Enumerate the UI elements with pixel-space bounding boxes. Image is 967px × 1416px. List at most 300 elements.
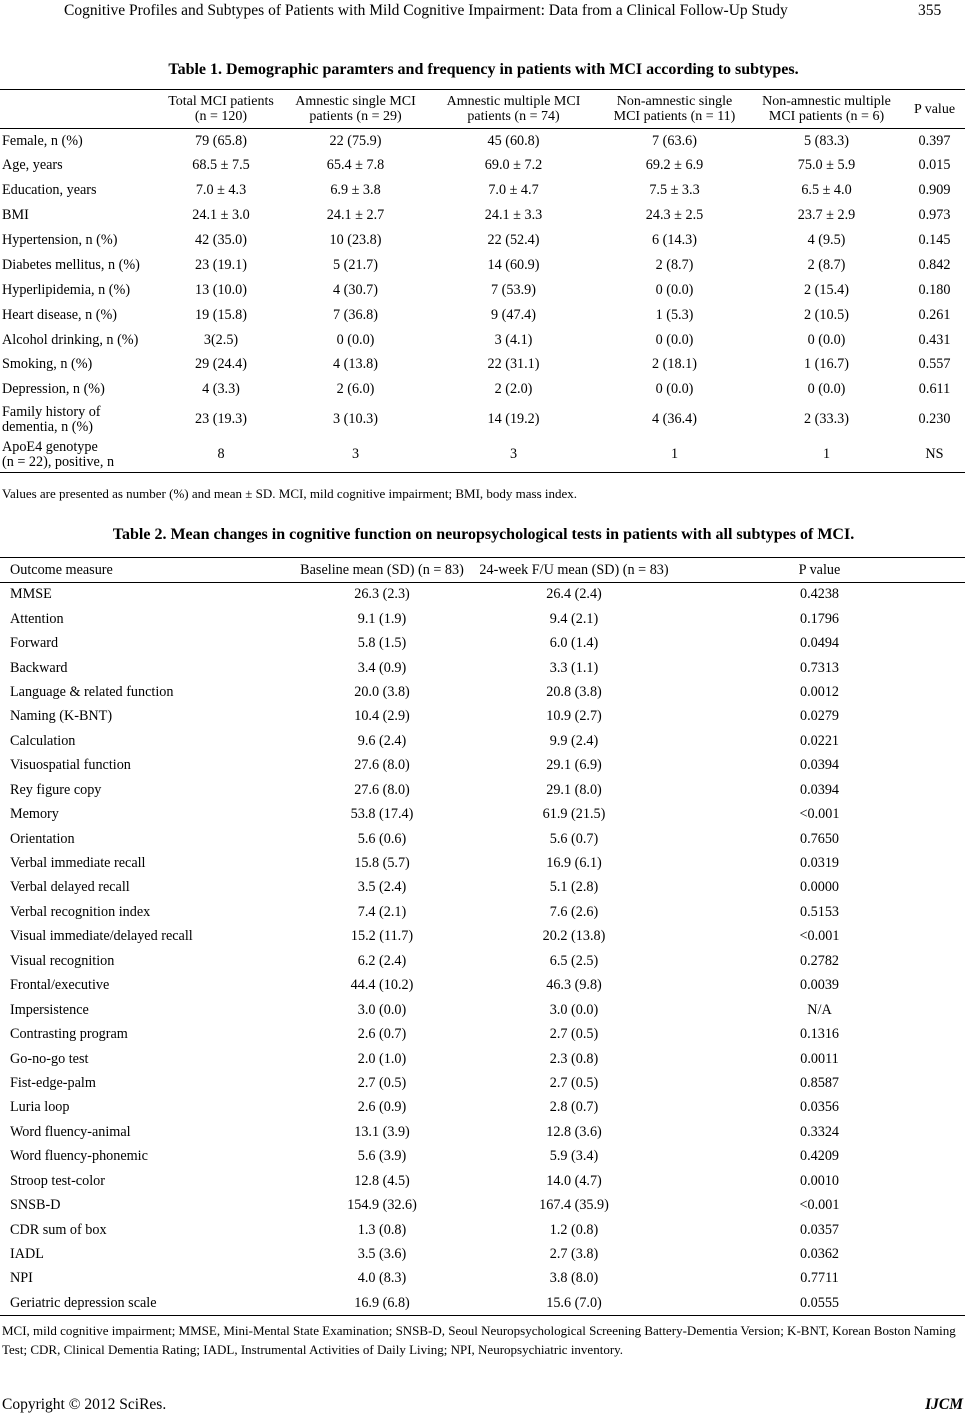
table-row: [0, 876, 965, 900]
table-row: [0, 656, 965, 680]
table-cell: 61.9 (21.5): [542, 806, 606, 823]
row-label: MMSE: [10, 586, 52, 603]
table-row: [0, 1291, 965, 1315]
table-cell: 0.0555: [799, 1294, 839, 1311]
col-header-line: patients (n = 74): [467, 109, 560, 124]
table-cell: 3: [351, 446, 360, 463]
table-row: [0, 178, 965, 203]
row-label: Calculation: [10, 732, 76, 749]
table-cell: 7 (53.9): [491, 281, 536, 298]
table-cell: 22 (52.4): [487, 232, 540, 248]
row-label: Backward: [10, 659, 68, 676]
row-label: Visual recognition: [10, 952, 115, 969]
table-cell: 9 (47.4): [491, 306, 536, 323]
table-cell: 16.9 (6.8): [354, 1294, 410, 1311]
table-cell: 6.9 ± 3.8: [330, 182, 381, 199]
row-label: Language & related function: [10, 683, 174, 700]
table-row: [0, 949, 965, 973]
table-cell: 44.4 (10.2): [350, 977, 414, 994]
table2-col-header: P value: [674, 558, 965, 583]
table-cell: 0.0279: [799, 708, 839, 725]
table-cell: 0.0357: [799, 1221, 839, 1238]
row-label: Luria loop: [10, 1099, 70, 1116]
table-cell: <0.001: [799, 806, 840, 823]
table-row: [0, 1047, 965, 1071]
table-cell: 15.2 (11.7): [350, 928, 414, 945]
table-row: [0, 1267, 965, 1291]
table-cell: <0.001: [799, 928, 840, 945]
table-cell: 0.0000: [799, 879, 839, 896]
table-cell: 0.2782: [799, 952, 839, 969]
table-cell: 7.0 ± 4.7: [488, 182, 539, 199]
table-row: [0, 778, 965, 802]
row-label-line: ApoE4 genotype: [2, 438, 98, 455]
table-cell: 20.0 (3.8): [354, 683, 410, 700]
table1-col-header: [904, 90, 965, 129]
table-row: [0, 925, 965, 949]
table-cell: 10 (23.8): [329, 232, 382, 248]
table-cell: 27.6 (8.0): [354, 781, 410, 798]
table-cell: 2 (2.0): [494, 381, 533, 398]
col-header-line: Amnestic single MCI: [295, 94, 416, 109]
table-cell: 3.8 (8.0): [549, 1270, 599, 1287]
col-header-line: P value: [913, 101, 956, 117]
table-row: [0, 754, 965, 778]
table1-col-header: [427, 90, 600, 129]
table-cell: 0.0039: [799, 977, 839, 994]
row-label: Visual immediate/delayed recall: [10, 928, 193, 945]
table-cell: 7.5 ± 3.3: [649, 182, 700, 199]
table-cell: 2.7 (0.5): [549, 1026, 599, 1043]
table-cell: 7 (36.8): [333, 306, 378, 323]
table-cell: 2 (18.1): [652, 356, 697, 373]
table-cell: 0.261: [918, 306, 951, 323]
table-row: [0, 998, 965, 1022]
table-cell: 0 (0.0): [655, 281, 694, 298]
col-header-line: MCI patients (n = 6): [768, 109, 885, 124]
row-label: [0, 129, 158, 154]
table-row: [0, 1145, 965, 1169]
table-cell: 0.973: [918, 207, 951, 224]
table-row: [0, 1096, 965, 1120]
row-label: SNSB-D: [10, 1197, 61, 1214]
table-cell: 2.6 (0.7): [357, 1026, 407, 1043]
row-label-line: Alcohol drinking, n (%): [2, 331, 139, 348]
table-cell: 12.8 (3.6): [546, 1123, 602, 1140]
table-cell: 0.3324: [799, 1123, 839, 1140]
table1: [0, 89, 965, 473]
row-label: Word fluency-animal: [10, 1123, 131, 1140]
table-cell: 0.0221: [799, 732, 839, 749]
table2-note: MCI, mild cognitive impairment; MMSE, Mini-Mental State Examination; SNSB-D, Seoul Neuropsychological Screening Battery-Dementia Version; K-BNT, Korean Boston Naming Test; CDR, Clinical Dementia Rating; IADL, Instrumental Activities of Daily Living; NPI, Neuropsychiatric inventory.: [2, 1323, 956, 1357]
table-cell: 0.7650: [799, 830, 839, 847]
table-cell: 5.1 (2.8): [549, 879, 599, 896]
table1-note: Values are presented as number (%) and mean ± SD. MCI, mild cognitive impairment; BMI, body mass index.: [2, 486, 578, 501]
table-cell: 0.0394: [799, 781, 839, 798]
row-label-line: Depression, n (%): [2, 381, 105, 398]
table-cell: 22 (75.9): [329, 132, 382, 149]
table-cell: 0.0356: [799, 1099, 839, 1116]
table-cell: 45 (60.8): [487, 132, 540, 149]
table-cell: 0.0319: [799, 855, 839, 872]
table-cell: 27.6 (8.0): [354, 757, 410, 774]
table-cell: 0.0494: [799, 635, 839, 652]
table-row: [0, 1022, 965, 1046]
row-label-line: dementia, n (%): [2, 418, 93, 435]
row-label: [0, 328, 158, 353]
row-label: Forward: [10, 635, 59, 652]
row-label-line: (n = 22), positive, n: [2, 453, 115, 470]
table-cell: 7.0 ± 4.3: [195, 182, 247, 199]
col-header-line: (n = 120): [194, 109, 248, 124]
table-cell: 2 (33.3): [804, 411, 849, 428]
table-row: [0, 583, 965, 607]
running-title: Cognitive Profiles and Subtypes of Patients with Mild Cognitive Impairment: Data from a Clinical Follow-Up Study: [64, 2, 788, 19]
col-header-line: patients (n = 29): [309, 109, 402, 124]
table-cell: 0.0394: [799, 757, 839, 774]
table-cell: 0 (0.0): [807, 331, 846, 348]
table-cell: 0.230: [918, 411, 951, 428]
table-cell: 12.8 (4.5): [354, 1172, 410, 1189]
row-label: NPI: [10, 1270, 33, 1287]
table-cell: 0.5153: [799, 903, 839, 920]
table-cell: 7 (63.6): [652, 132, 697, 149]
table-cell: N/A: [807, 1001, 832, 1018]
table-cell: 8: [217, 446, 225, 463]
table1-caption: Table 1. Demographic paramters and frequency in patients with MCI according to subtypes.: [168, 61, 799, 78]
table1-header-row: [0, 90, 965, 129]
table-cell: 10.9 (2.7): [546, 708, 602, 725]
row-label: Visuospatial function: [10, 757, 131, 774]
table2-col-header: Outcome measure: [0, 558, 290, 583]
table-cell: 10.4 (2.9): [354, 708, 410, 725]
table-cell: 0.611: [918, 381, 951, 398]
table-cell: 2.8 (0.7): [549, 1099, 599, 1116]
table-cell: 5 (83.3): [804, 132, 849, 149]
table-cell: 13.1 (3.9): [354, 1123, 410, 1140]
row-label-line: Education, years: [2, 182, 97, 199]
row-label-line: Heart disease, n (%): [2, 306, 118, 323]
table-cell: 0.180: [918, 281, 951, 298]
table-cell: 14.0 (4.7): [546, 1172, 602, 1189]
table-cell: 1 (16.7): [804, 356, 849, 373]
table-cell: 9.6 (2.4): [357, 732, 407, 749]
table-cell: 0.4238: [799, 586, 839, 603]
table-cell: 4 (13.8): [333, 356, 378, 373]
table-cell: 1: [822, 446, 831, 463]
table-cell: 4 (36.4): [652, 411, 697, 428]
copyright: Copyright © 2012 SciRes.: [2, 1396, 167, 1413]
table-cell: 4.0 (8.3): [357, 1270, 407, 1287]
table-cell: 154.9 (32.6): [347, 1197, 417, 1214]
table-cell: 20.8 (3.8): [546, 683, 602, 700]
table-row: [0, 129, 965, 154]
table1-col-header: [158, 90, 284, 129]
table1-col-header: [284, 90, 427, 129]
col-header-line: Total MCI patients: [168, 94, 274, 109]
row-label: Fist-edge-palm: [10, 1074, 96, 1091]
table-cell: 0 (0.0): [655, 331, 694, 348]
table-cell: 5.8 (1.5): [357, 635, 407, 652]
table1-col-header: [0, 90, 158, 129]
table-cell: 4 (30.7): [333, 281, 378, 298]
row-label: [0, 353, 158, 378]
table-row: [0, 1242, 965, 1266]
table-cell: 1.2 (0.8): [549, 1221, 599, 1238]
table-row: [0, 827, 965, 851]
table-cell: 3: [509, 446, 518, 463]
row-label: [0, 153, 158, 178]
table2: [0, 557, 965, 1316]
table-cell: 0.557: [918, 356, 951, 373]
table-cell: 9.9 (2.4): [549, 732, 599, 749]
table-cell: 69.2 ± 6.9: [645, 157, 704, 174]
row-label: [0, 377, 158, 402]
table-row: [0, 303, 965, 328]
row-label: Naming (K-BNT): [10, 708, 113, 725]
table-cell: 15.8 (5.7): [354, 855, 410, 872]
row-label: CDR sum of box: [10, 1221, 107, 1238]
table-cell: 4 (9.5): [807, 232, 846, 248]
table-cell: 53.8 (17.4): [350, 806, 414, 823]
table-cell: 0.4209: [799, 1148, 839, 1165]
row-label: Attention: [10, 610, 64, 627]
table-cell: 0.7313: [799, 659, 839, 676]
table-row: [0, 328, 965, 353]
table-cell: 0.0012: [799, 683, 839, 700]
table-cell: 0.842: [918, 256, 951, 273]
table-cell: 2.7 (3.8): [549, 1246, 599, 1263]
row-label: Contrasting program: [10, 1026, 128, 1043]
table-cell: 2 (10.5): [804, 306, 849, 323]
table-cell: 7.4 (2.1): [357, 903, 407, 920]
page-header: [0, 0, 967, 24]
table-cell: 9.4 (2.1): [549, 610, 599, 627]
table-cell: 24.1 ± 2.7: [326, 207, 385, 224]
table-cell: 19 (15.8): [194, 306, 247, 323]
table-cell: 3.3 (1.1): [549, 659, 599, 676]
table-cell: 68.5 ± 7.5: [192, 157, 250, 174]
table-cell: 0 (0.0): [807, 381, 846, 398]
row-label-line: Diabetes mellitus, n (%): [2, 256, 140, 273]
table-cell: 2.7 (0.5): [357, 1074, 407, 1091]
row-label: [0, 203, 158, 228]
table-cell: 6.5 ± 4.0: [801, 182, 852, 199]
table-cell: 0.909: [918, 182, 951, 199]
table-cell: 5.6 (3.9): [357, 1148, 407, 1165]
table-cell: 23 (19.3): [194, 411, 247, 428]
table-cell: 0 (0.0): [655, 381, 694, 398]
table-cell: 22 (31.1): [487, 356, 540, 373]
table-row: [0, 705, 965, 729]
table-cell: 23 (19.1): [194, 256, 247, 273]
col-header-line: Non-amnestic single: [616, 94, 733, 109]
row-label: Word fluency-phonemic: [10, 1148, 148, 1165]
table2-caption: Table 2. Mean changes in cognitive function on neuropsychological tests in patients with all subtypes of MCI.: [112, 526, 855, 543]
row-label: Verbal recognition index: [10, 903, 151, 920]
table-cell: 24.1 ± 3.0: [192, 207, 250, 224]
table-cell: NS: [925, 446, 944, 463]
row-label: [0, 402, 158, 437]
table-cell: 29 (24.4): [194, 356, 247, 373]
table-cell: 0.145: [918, 232, 951, 248]
table-cell: 2 (15.4): [804, 281, 849, 298]
table-cell: 0.1796: [799, 610, 839, 627]
row-label: IADL: [10, 1246, 44, 1263]
table-cell: 3.0 (0.0): [357, 1001, 407, 1018]
row-label: Stroop test-color: [10, 1172, 105, 1189]
row-label: Rey figure copy: [10, 781, 102, 798]
table-cell: 0.8587: [799, 1074, 839, 1091]
table-cell: 0.397: [918, 132, 951, 149]
row-label-line: Hypertension, n (%): [2, 232, 118, 248]
page-number: 355: [918, 2, 942, 19]
table-row: [0, 253, 965, 278]
table-cell: 0.0010: [799, 1172, 839, 1189]
table-cell: 9.1 (1.9): [357, 610, 407, 627]
table-cell: 5.6 (0.7): [549, 830, 599, 847]
row-label: Memory: [10, 806, 59, 823]
table-cell: 0.431: [918, 331, 951, 348]
table-cell: 1: [670, 446, 679, 463]
table-cell: 3.5 (2.4): [357, 879, 407, 896]
row-label-line: Female, n (%): [2, 132, 83, 149]
table-cell: 0.1316: [799, 1026, 839, 1043]
row-label-line: Smoking, n (%): [2, 356, 93, 373]
table1-col-header: [749, 90, 904, 129]
table-cell: <0.001: [799, 1197, 840, 1214]
table-cell: 2.7 (0.5): [549, 1074, 599, 1091]
table-cell: 26.4 (2.4): [546, 586, 602, 603]
table-cell: 4 (3.3): [202, 381, 240, 398]
table-row: [0, 353, 965, 378]
table-row: [0, 1218, 965, 1242]
row-label: Verbal delayed recall: [10, 879, 130, 896]
table-row: [0, 203, 965, 228]
table2-col-header: 24-week F/U mean (SD) (n = 83): [474, 558, 674, 583]
table-row: [0, 607, 965, 631]
table-cell: 0.015: [918, 157, 951, 174]
table-cell: 0 (0.0): [336, 331, 375, 348]
table-cell: 0.7711: [800, 1270, 839, 1287]
table-cell: 3.5 (3.6): [357, 1246, 407, 1263]
table2-header-row: [0, 558, 965, 583]
table-cell: 42 (35.0): [194, 232, 247, 248]
table-row: [0, 437, 965, 472]
table-row: [0, 1169, 965, 1193]
table-cell: 3 (10.3): [333, 411, 378, 428]
table-cell: 2.0 (1.0): [357, 1050, 407, 1067]
table-cell: 14 (19.2): [487, 411, 540, 428]
table-cell: 7.6 (2.6): [549, 903, 599, 920]
row-label: Impersistence: [10, 1001, 89, 1018]
row-label: [0, 437, 158, 472]
table-cell: 167.4 (35.9): [539, 1197, 609, 1214]
table-cell: 69.0 ± 7.2: [484, 157, 543, 174]
col-header-line: Non-amnestic multiple: [762, 94, 891, 109]
table-cell: 75.0 ± 5.9: [797, 157, 856, 174]
table-cell: 2.3 (0.8): [549, 1050, 599, 1067]
row-label: [0, 278, 158, 303]
table-row: [0, 153, 965, 178]
table-cell: 3.0 (0.0): [549, 1001, 599, 1018]
row-label: [0, 178, 158, 203]
row-label: Verbal immediate recall: [10, 855, 146, 872]
table-cell: 5.6 (0.6): [357, 830, 407, 847]
table-cell: 2 (8.7): [807, 256, 846, 273]
table-cell: 79 (65.8): [194, 132, 247, 149]
table-cell: 46.3 (9.8): [546, 977, 602, 994]
table-row: [0, 1120, 965, 1144]
table-cell: 1 (5.3): [655, 306, 694, 323]
table-cell: 6 (14.3): [652, 232, 697, 248]
row-label-line: Hyperlipidemia, n (%): [2, 281, 131, 298]
table-row: [0, 402, 965, 437]
table-cell: 24.3 ± 2.5: [645, 207, 704, 224]
table-row: [0, 631, 965, 655]
table-row: [0, 851, 965, 875]
table1-col-header: [600, 90, 749, 129]
table-cell: 3(2.5): [203, 331, 239, 348]
table-cell: 0.0011: [800, 1050, 839, 1067]
table-cell: 23.7 ± 2.9: [797, 207, 856, 224]
table-cell: 14 (60.9): [487, 256, 540, 273]
table-cell: 26.3 (2.3): [354, 586, 410, 603]
table-row: [0, 278, 965, 303]
row-label: [0, 303, 158, 328]
table-cell: 2 (6.0): [336, 381, 375, 398]
table-cell: 2 (8.7): [655, 256, 694, 273]
row-label-line: BMI: [2, 207, 29, 224]
row-label-line: Age, years: [2, 157, 63, 174]
table-row: [0, 680, 965, 704]
row-label: [0, 228, 158, 253]
table-cell: 16.9 (6.1): [546, 855, 602, 872]
table-cell: 13 (10.0): [194, 281, 247, 298]
table-cell: 3 (4.1): [494, 331, 533, 348]
row-label: Geriatric depression scale: [10, 1294, 157, 1311]
table-cell: 15.6 (7.0): [546, 1294, 602, 1311]
table-cell: 24.1 ± 3.3: [484, 207, 543, 224]
table-cell: 29.1 (8.0): [546, 781, 602, 798]
table-row: [0, 228, 965, 253]
table-row: [0, 1193, 965, 1217]
col-header-line: Amnestic multiple MCI: [446, 94, 581, 109]
row-label: [0, 253, 158, 278]
table-row: [0, 1071, 965, 1095]
table-cell: 1.3 (0.8): [357, 1221, 407, 1238]
row-label-line: Family history of: [2, 403, 101, 420]
table-row: [0, 900, 965, 924]
table-row: [0, 729, 965, 753]
table-cell: 6.5 (2.5): [549, 952, 599, 969]
table-row: [0, 974, 965, 998]
table-row: [0, 377, 965, 402]
table-cell: 20.2 (13.8): [542, 928, 606, 945]
table-cell: 6.0 (1.4): [549, 635, 599, 652]
table-row: [0, 802, 965, 826]
table-cell: 29.1 (6.9): [546, 757, 602, 774]
table2-col-header: Baseline mean (SD) (n = 83): [290, 558, 474, 583]
col-header-line: MCI patients (n = 11): [613, 109, 736, 124]
table-cell: 65.4 ± 7.8: [326, 157, 385, 174]
table-cell: 3.4 (0.9): [357, 659, 407, 676]
table-cell: 6.2 (2.4): [357, 952, 407, 969]
row-label: Frontal/executive: [10, 977, 110, 994]
table-cell: 2.6 (0.9): [357, 1099, 407, 1116]
table-cell: 0.0362: [799, 1246, 839, 1263]
table-cell: 5.9 (3.4): [549, 1148, 599, 1165]
